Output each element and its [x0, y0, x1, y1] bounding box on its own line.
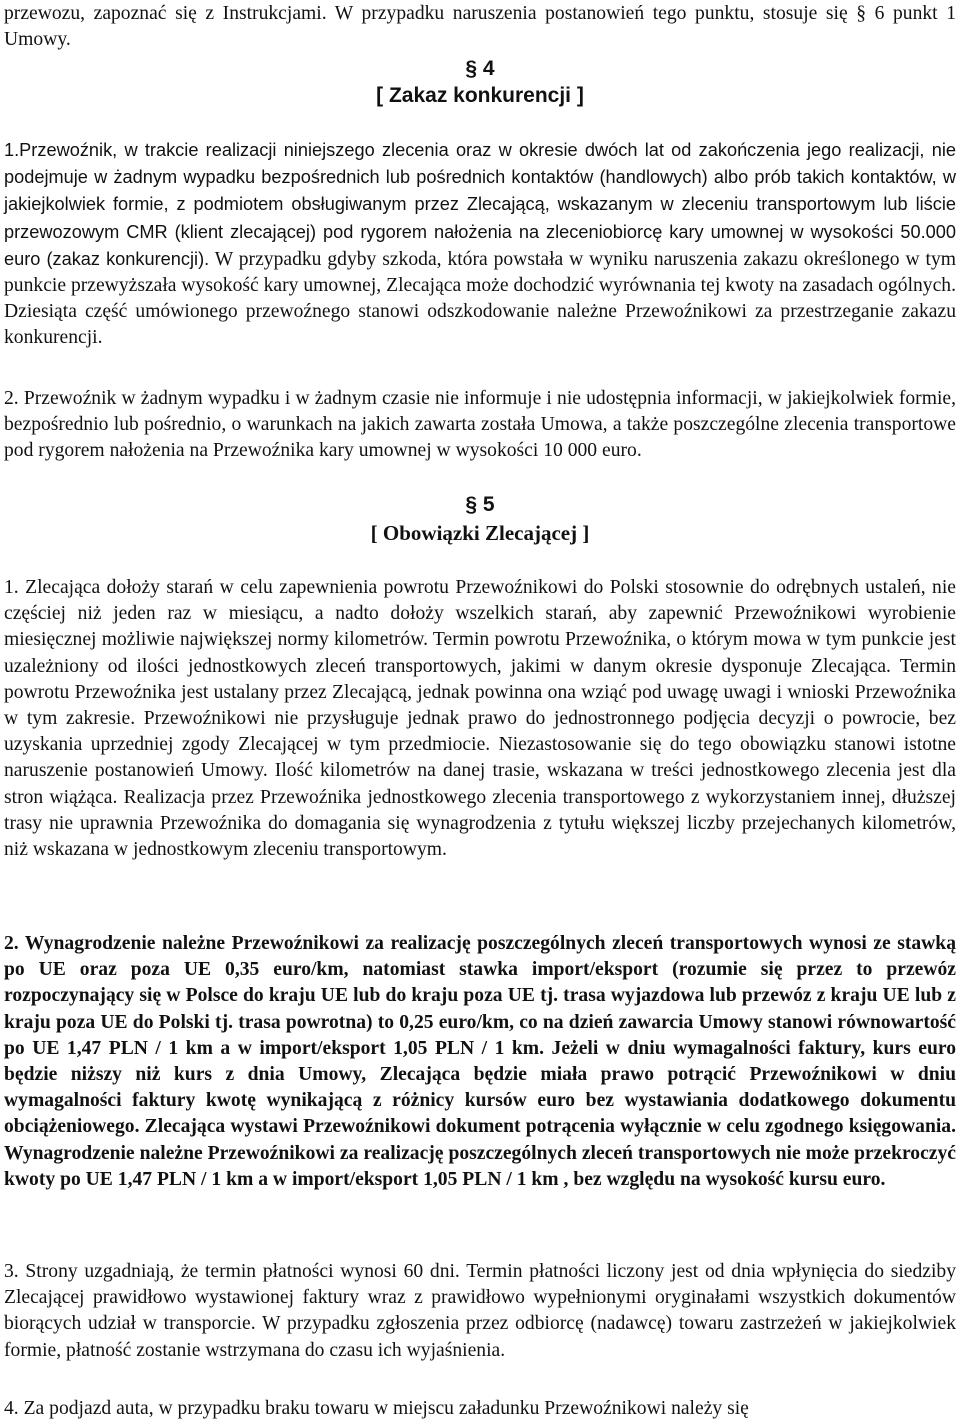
section-5-point-4: 4. Za podjazd auta, w przypadku braku towaru w miejscu załadunku Przewoźnikowi należy się — [4, 1398, 749, 1419]
section-4-point-1-damages: W przypadku gdyby szkoda, która powstała w wyniku naruszenia zakazu określonego w tym punkcie przewyższała wysokość kary umownej, Zlecająca może dochodzić wyrównania tej kwoty na zasadach ogólnych. Dziesiąta część umówionego przewoźnego stanowi odszkodowanie należne Przewoźnikowi za przestrzeganie zakazu konkurencji. — [4, 248, 956, 349]
section-5-point-3: 3. Strony uzgadniają, że termin płatności wynosi 60 dni. Termin płatności liczony jest od dnia wpłynięcia do siedziby Zlecającej prawidłowo wystawionej faktury wraz z prawidłowo wypełnionymi oryginałami wszystkich dokumentów biorących udział w transporcie. W przypadku zgłoszenia przez odbiorcę (nadawcę) towaru zastrzeżeń w jakiejkolwiek formie, płatność zostanie wstrzymana do czasu ich wyjaśnienia. — [4, 1261, 956, 1361]
section-4-point-1-main: 1.Przewoźnik, w trakcie realizacji niniejszego zlecenia oraz w okresie dwóch lat od zakończenia jego realizacji, nie podejmuje w żadnym wypadku bezpośrednich lub pośrednich kontaktów (handlowych) albo prób takich kontaktów, w jakiejkolwiek formie, z podmiotem obsługiwanym przez Zlecającą, wskazanym w zleceniu transportowym lub liście przewozowym CMR (klient zlecającej) pod rygorem nałożenia na zleceniobiorcę kary umownej w wysokości 50.000 euro (zakaz konkurencji). — [4, 140, 956, 269]
section-4-title: [ Zakaz konkurencji ] — [376, 84, 584, 107]
section-5-title: [ Obowiązki Zlecającej ] — [370, 521, 590, 545]
section-5-point-1: 1. Zlecająca dołoży starań w celu zapewnienia powrotu Przewoźnikowi do Polski stosownie do odrębnych ustaleń, nie częściej niż jeden raz w miesiącu, a nadto dołoży wszelkich starań, aby zapewnić Przewoźnikowi wyrobienie miesięcznej możliwie największej normy kilometrów. Termin powrotu Przewoźnika, o którym mowa w tym punkcie jest uzależniony od ilości jednostkowych zleceń transportowych, jakimi w danym okresie dysponuje Zlecająca. Termin powrotu Przewoźnika jest ustalany przez Zlecającą, jednak powinna ona wziąć pod uwagę uwagi i wnioski Przewoźnika w tym zakresie. Przewoźnikowi nie przysługuje jednak prawo do jednostronnego podjęcia decyzji o powrocie, bez uzyskania uprzedniej zgody Zlecającej w tym przedmiocie. Niezastosowanie się do tego obowiązku stanowi istotne naruszenie postanowień Umowy. Ilość kilometrów na danej trasie, wskazana w treści jednostkowego zlecenia jest dla stron wiążąca. Realizacja przez Przewoźnika jednostkowego zlecenia transportowego z wykorzystaniem innej, dłuższej trasy nie uprawnia Przewoźnika do domagania się wynagrodzenia z tytułu większej liczby przejechanych kilometrów, niż wskazana w jednostkowym zleceniu transportowym. — [4, 577, 956, 861]
section-5-point-2: 2. Wynagrodzenie należne Przewoźnikowi za realizację poszczególnych zleceń transportowych wynosi ze stawką po UE oraz poza UE 0,35 euro/km, natomiast stawka import/eksport (rozumie się przez to przewóz rozpoczynający się w Polsce do kraju UE lub do kraju poza UE tj. trasa wyjazdowa lub przewóz z kraju UE lub z kraju poza UE do Polski tj. trasa powrotna) to 0,25 euro/km, co na dzień zawarcia Umowy stanowi równowartość po UE 1,47 PLN / 1 km a w import/eksport 1,05 PLN / 1 km. Jeżeli w dniu wymagalności faktury, kurs euro będzie niższy niż kurs z dnia Umowy, Zlecająca będzie miała prawo potrącić Przewoźnikowi w dniu wymagalności faktury kwotę wynikającą z różnicy kursów euro bez wystawiania dodatkowego dokumentu obciążeniowego. Zlecająca wystawi Przewoźnikowi dokument potrącenia wyłącznie w celu zgodnego księgowania. Wynagrodzenie należne Przewoźnikowi za realizację poszczególnych zleceń transportowych nie może przekroczyć kwoty po UE 1,47 PLN / 1 km a w import/eksport 1,05 PLN / 1 km , bez względu na wysokość kursu euro. — [4, 933, 956, 1190]
section-5-number: § 5 — [465, 493, 495, 516]
section-4-point-1 — [4, 137, 956, 352]
intro-paragraph: przewozu, zapoznać się z Instrukcjami. W przypadku naruszenia postanowień tego punktu, stosuje się § 6 punkt 1 Umowy. — [4, 3, 956, 51]
section-4-number: § 4 — [465, 57, 495, 80]
section-4-point-2: 2. Przewoźnik w żadnym wypadku i w żadnym czasie nie informuje i nie udostępnia informacji, w jakiejkolwiek formie, bezpośrednio lub pośrednio, o warunkach na jakich zawarta została Umowa, a także poszczególne zlecenia transportowe pod rygorem nałożenia na Przewoźnika kary umownej w wysokości 10 000 euro. — [4, 388, 956, 462]
